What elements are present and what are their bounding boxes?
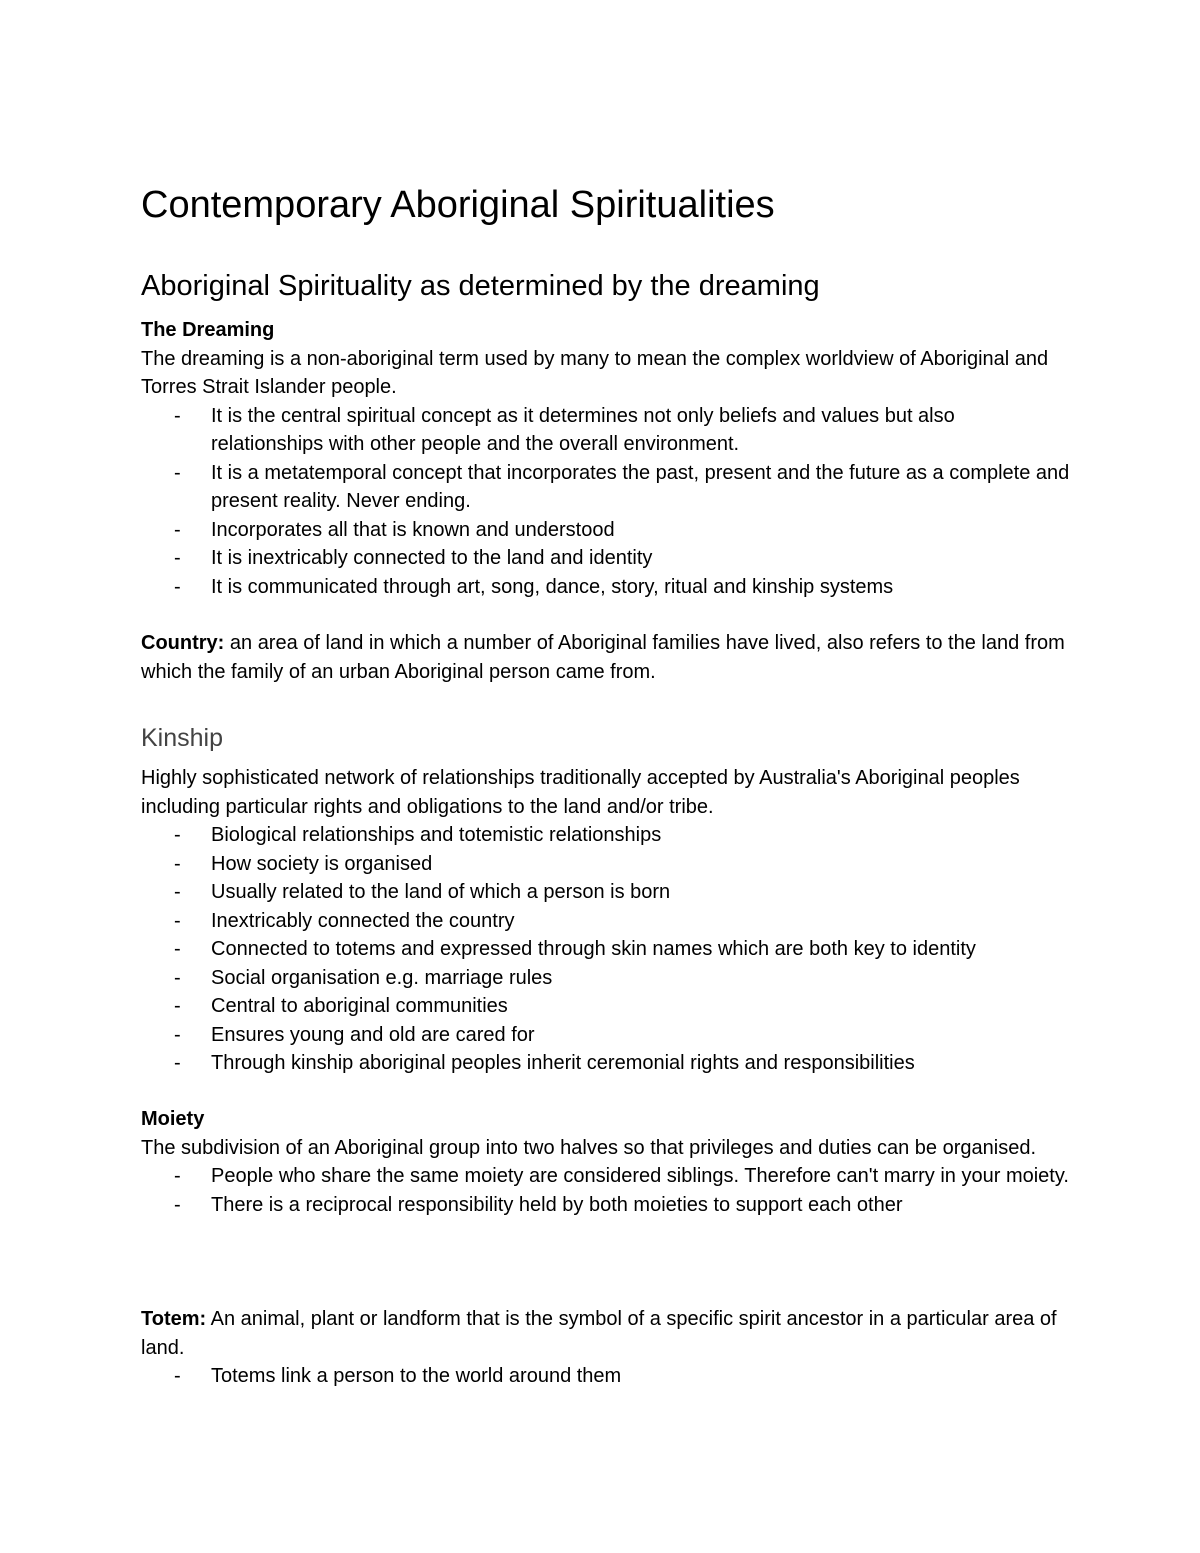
dash-marker: - <box>174 404 181 427</box>
list-item: - How society is organised <box>141 850 1071 879</box>
dash-marker: - <box>174 852 181 875</box>
dreaming-definition: The dreaming is a non-aboriginal term used by many to mean the complex worldview of Aboriginal and Torres Strait Islander people. <box>141 347 1049 398</box>
list-item: - Connected to totems and expressed through skin names which are both key to identity <box>141 935 1071 964</box>
totem-label: Totem: <box>141 1308 207 1330</box>
moiety-label: Moiety <box>141 1108 205 1130</box>
section-heading-kinship: Kinship <box>141 724 223 752</box>
list-item: - Social organisation e.g. marriage rules <box>141 964 1071 993</box>
list-item: - There is a reciprocal responsibility held by both moieties to support each other <box>141 1191 1071 1220</box>
totem-definition: Totem: An animal, plant or landform that is the symbol of a specific spirit ancestor in a particular area of land. <box>141 1308 1057 1359</box>
dash-marker: - <box>174 1365 181 1387</box>
dreaming-bullet-list <box>141 402 1071 602</box>
dash-marker: - <box>174 461 181 484</box>
dreaming-label: The Dreaming <box>141 319 275 341</box>
dash-marker: - <box>174 824 181 846</box>
kinship-bullet-list <box>141 821 1071 1078</box>
dash-marker: - <box>174 575 181 598</box>
dash-marker: - <box>174 547 181 569</box>
country-label: Country: <box>141 632 225 654</box>
section-moiety <box>141 1105 1071 1219</box>
totem-bullet-list <box>141 1362 1071 1391</box>
list-item: - Through kinship aboriginal peoples inherit ceremonial rights and responsibilities <box>141 1049 1071 1078</box>
dash-marker: - <box>174 1193 181 1216</box>
kinship-definition: Highly sophisticated network of relationships traditionally accepted by Australia's Aboriginal peoples including particular rights and obligations to the land and/or tribe. <box>141 767 1020 818</box>
list-item: - Usually related to the land of which a person is born <box>141 878 1071 907</box>
list-item: - It is communicated through art, song, dance, story, ritual and kinship systems <box>141 573 1071 602</box>
section-totem <box>141 1305 1071 1391</box>
moiety-definition: The subdivision of an Aboriginal group into two halves so that privileges and duties can be organised. <box>141 1136 1037 1159</box>
dash-marker: - <box>174 881 181 903</box>
dash-marker: - <box>174 966 181 989</box>
list-item: - Ensures young and old are cared for <box>141 1021 1071 1050</box>
moiety-bullet-list <box>141 1162 1071 1219</box>
list-item: - It is a metatemporal concept that incorporates the past, present and the future as a complete and present reality. Never ending. <box>141 459 1071 516</box>
dash-marker: - <box>174 518 181 541</box>
list-item: - Central to aboriginal communities <box>141 992 1071 1021</box>
dash-marker: - <box>174 909 181 932</box>
dash-marker: - <box>174 995 181 1017</box>
list-item: - It is the central spiritual concept as it determines not only beliefs and values but also relationships with other people and the overall environment. <box>141 402 1071 459</box>
dash-marker: - <box>174 938 181 960</box>
section-dreaming <box>141 268 1071 686</box>
list-item: - It is inextricably connected to the land and identity <box>141 544 1071 573</box>
country-definition: Country: an area of land in which a number of Aboriginal families have lived, also refers to the land from which the family of an urban Aboriginal person came from. <box>141 632 1065 683</box>
list-item: - Biological relationships and totemistic relationships <box>141 821 1071 850</box>
dash-marker: - <box>174 1023 181 1046</box>
list-item: - Incorporates all that is known and understood <box>141 516 1071 545</box>
list-item: - Totems link a person to the world around them <box>141 1362 1071 1391</box>
dash-marker: - <box>174 1165 181 1187</box>
list-item: - People who share the same moiety are considered siblings. Therefore can't marry in your moiety. <box>141 1162 1071 1191</box>
list-item: - Inextricably connected the country <box>141 907 1071 936</box>
dash-marker: - <box>174 1052 181 1074</box>
section-heading-dreaming: Aboriginal Spirituality as determined by the dreaming <box>141 270 820 302</box>
section-kinship <box>141 720 1071 1078</box>
document-title: Contemporary Aboriginal Spiritualities <box>141 184 775 226</box>
